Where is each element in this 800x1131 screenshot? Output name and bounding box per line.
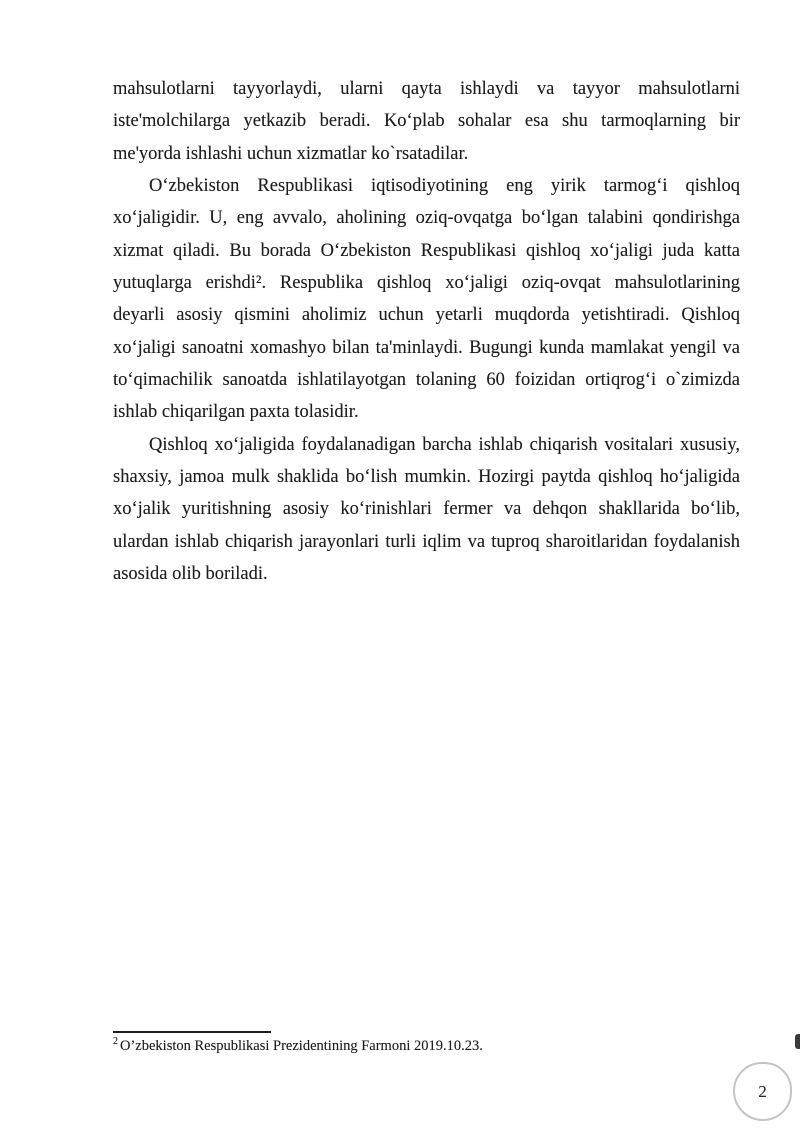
text-line: shaxsiy, jamoa mulk shaklida bo‘lish mumkin. Hozirgi paytda qishloq ho‘jaligida [113, 466, 740, 487]
text-line: deyarli asosiy qismini aholimiz uchun yetarli muqdorda yetishtiradi. Qishloq [113, 305, 740, 326]
footnote-citation: O’zbekiston Respublikasi Prezidentining Farmoni 2019.10.23. [120, 1038, 483, 1054]
paragraph [113, 429, 740, 591]
paragraph [113, 73, 740, 170]
text-line: xo‘jalik yuritishning asosiy ko‘rinishlari fermer va dehqon shakllarida bo‘lib, [113, 499, 740, 520]
text-line: ulardan ishlab chiqarish jarayonlari turli iqlim va tuproq sharoitlaridan foydalanish [113, 531, 740, 552]
page-number: 2 [758, 1081, 767, 1101]
paragraph [113, 170, 740, 429]
text-line: xo‘jaligi sanoatni xomashyo bilan ta'minlaydi. Bugungi kunda mamlakat yengil va [113, 337, 740, 358]
text-line: O‘zbekiston Respublikasi iqtisodiyotining eng yirik tarmog‘i qishloq [149, 175, 740, 196]
text-line: me'yorda ishlashi uchun xizmatlar ko`rsatadilar. [113, 143, 469, 164]
footnote-separator-line [113, 1031, 271, 1033]
scan-edge-artifact [795, 1034, 800, 1049]
text-line: xo‘jaligidir. U, eng avvalo, aholining oziq-ovqatga bo‘lgan talabini qondirishga [113, 208, 740, 229]
text-line: to‘qimachilik sanoatda ishlatilayotgan tolaning 60 foizidan ortiqrog‘i o`zimizda [113, 369, 740, 390]
text-line: ishlab chiqarilgan paxta tolasidir. [113, 402, 359, 423]
text-line: iste'molchilarga yetkazib beradi. Ko‘plab sohalar esa shu tarmoqlarning bir [113, 111, 740, 132]
text-line: yutuqlarga erishdi². Respublika qishloq xo‘jaligi oziq-ovqat mahsulotlarining [113, 272, 740, 293]
text-line: asosida olib boriladi. [113, 563, 268, 584]
page-number-circle [733, 1062, 792, 1121]
body-text [113, 73, 740, 590]
text-line: xizmat qiladi. Bu borada O‘zbekiston Respublikasi qishloq xo‘jaligi juda katta [113, 240, 740, 261]
footnote-block [113, 1031, 740, 1055]
footnote-marker: 2 [113, 1036, 118, 1048]
text-line: Qishloq xo‘jaligida foydalanadigan barcha ishlab chiqarish vositalari xususiy, [149, 434, 740, 455]
footnote-text [113, 1037, 740, 1055]
text-line: mahsulotlarni tayyorlaydi, ularni qayta ishlaydi va tayyor mahsulotlarni [113, 79, 740, 99]
